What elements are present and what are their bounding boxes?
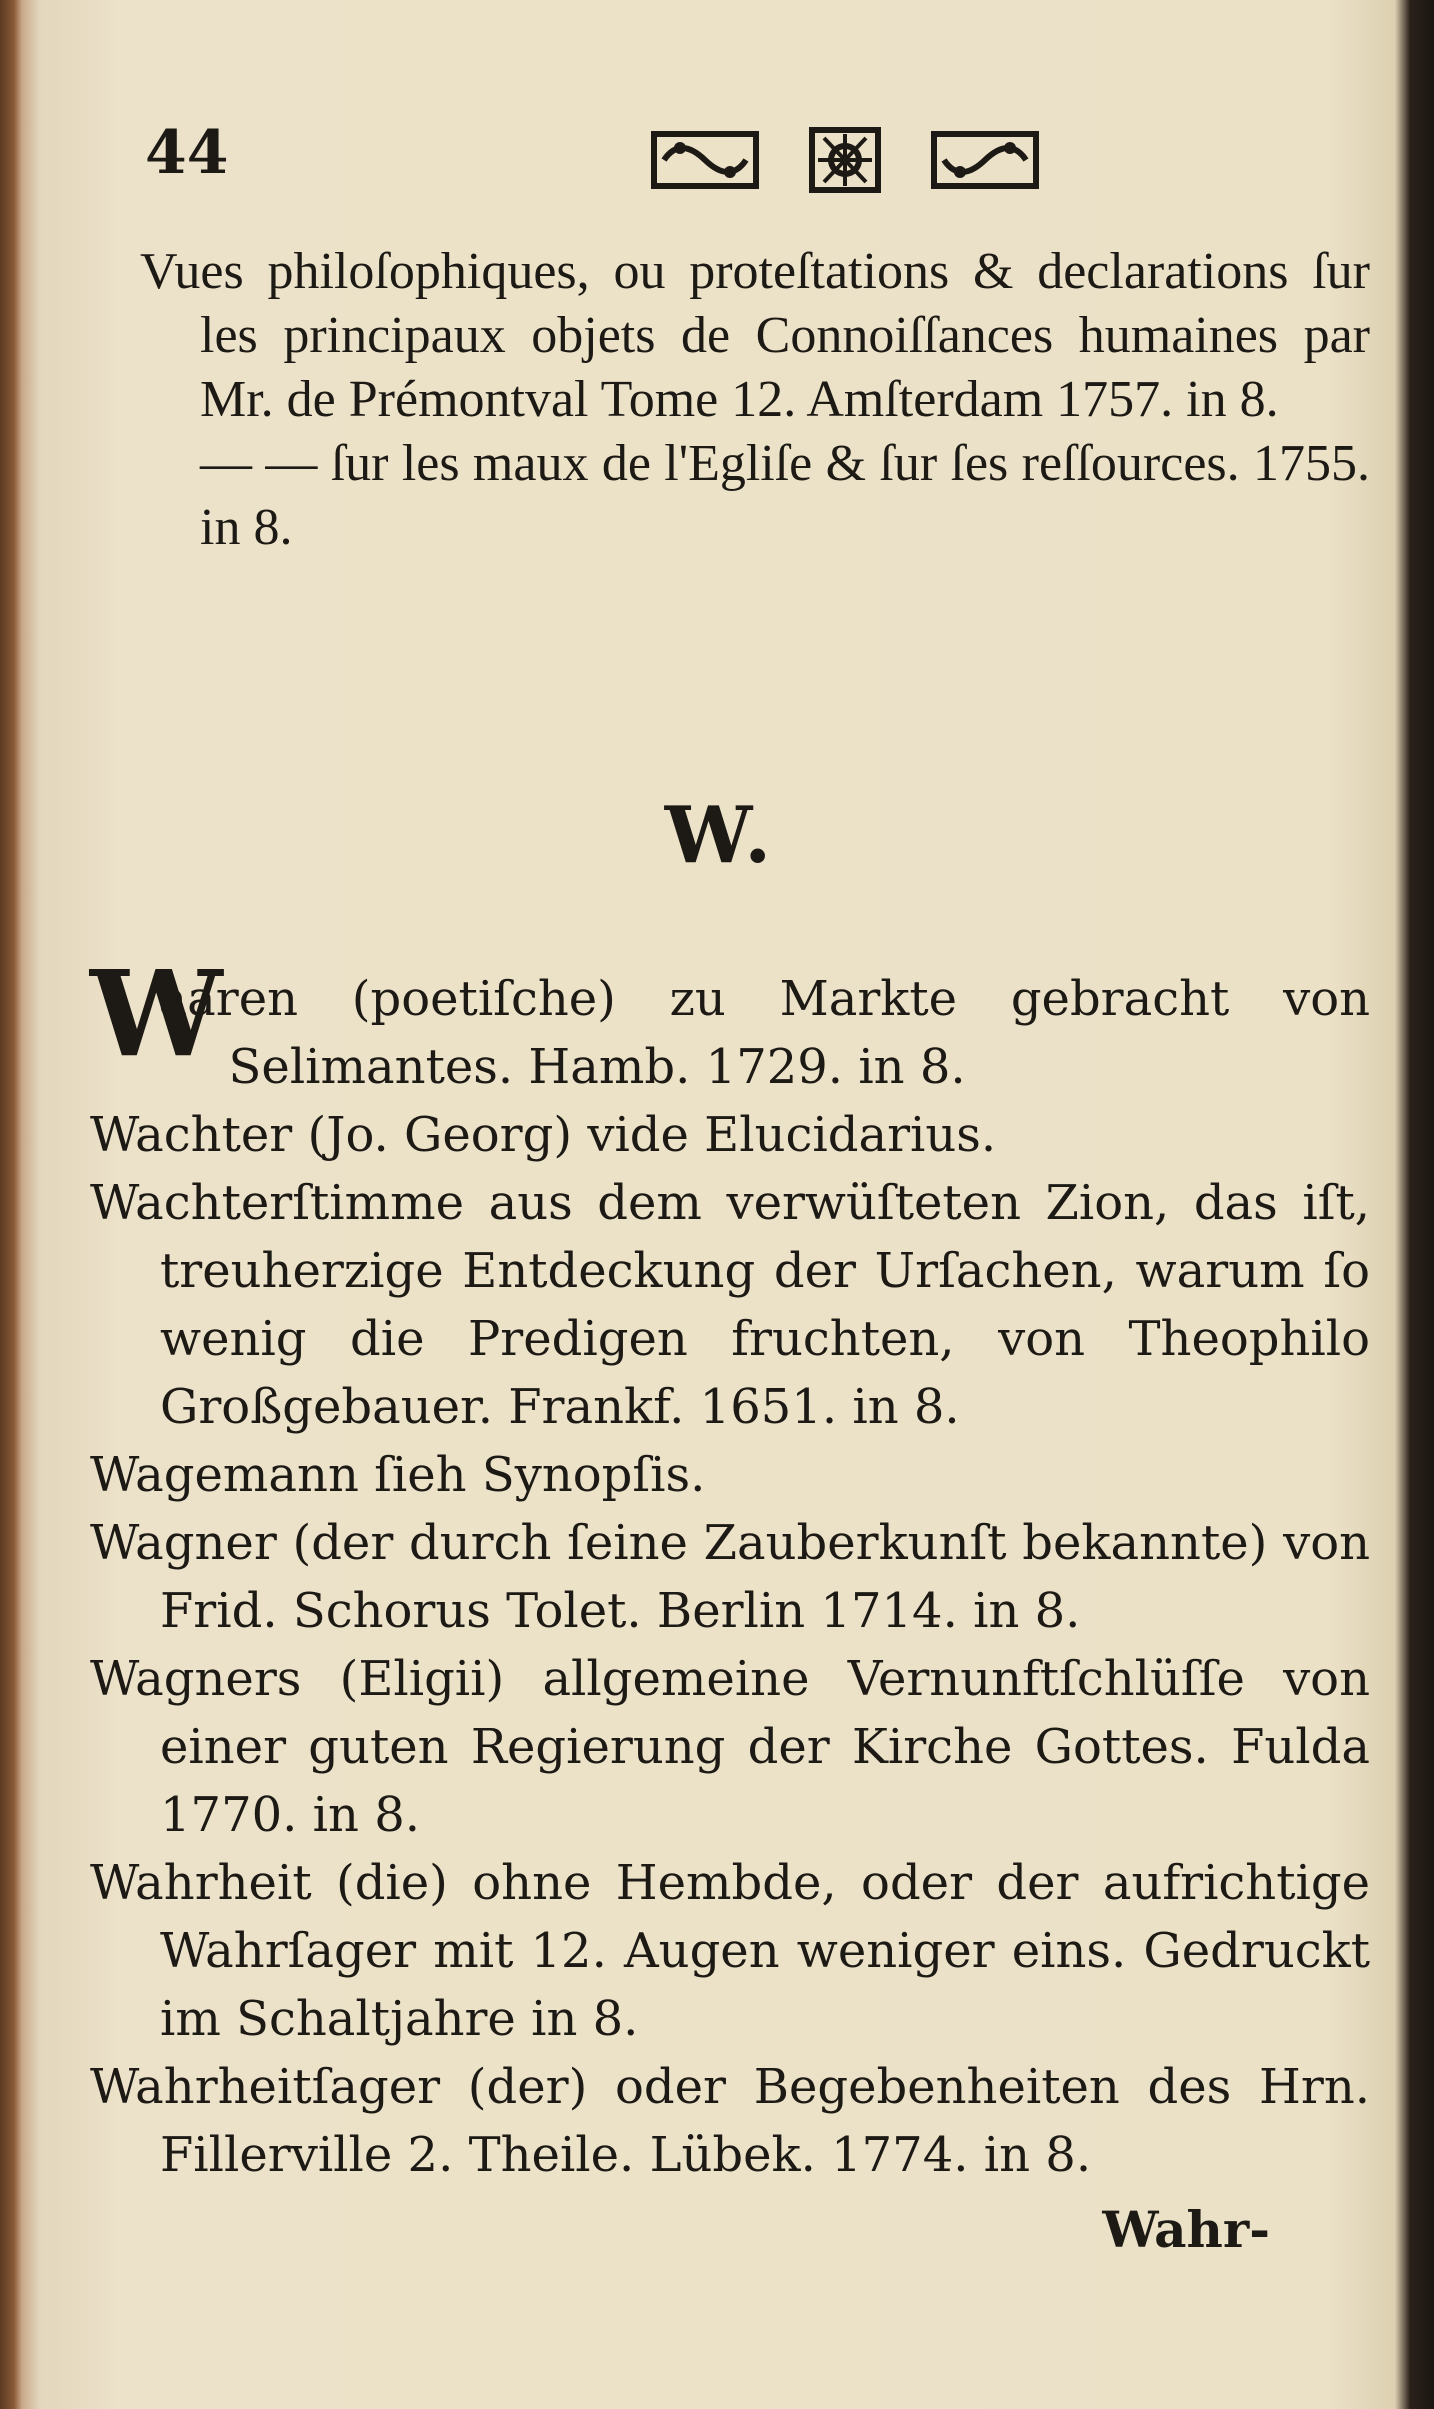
list-item: Wachter (Jo. Georg) vide Elucidarius. [90,1107,997,1163]
page-header [145,110,1295,210]
list-item: Vues philoſophiques, ou proteſtations & declarations ſur les principaux objets de Connoiſſances humaines par Mr. de Prémontval Tome 12. Amſterdam 1757. in 8. [140,243,1370,428]
latin-entries [140,240,1370,560]
book-page [40,0,1400,2409]
rosette-ornament-icon [790,124,900,196]
list-item: Wagemann ſieh Synopſis. [90,1447,706,1503]
catchword: Wahr- [1102,2200,1270,2259]
list-item [90,944,1370,1101]
floral-ornament-icon [650,124,760,196]
floral-ornament-right-icon [930,124,1040,196]
section-heading: W. [664,790,776,881]
page-number: 44 [145,118,229,188]
german-entries [90,944,1370,2189]
list-item: Wahrheitſager (der) oder Begebenheiten des Hrn. Fillerville 2. Theile. Lübek. 1774. in 8. [90,2059,1370,2183]
drop-cap: W [90,944,223,1083]
list-item: Wahrheit (die) ohne Hembde, oder der aufrichtige Wahrſager mit 12. Augen weniger eins. Gedruckt im Schaltjahre in 8. [90,1855,1370,2047]
list-item: Wagners (Eligii) allgemeine Vernunftſchlüſſe von einer guten Regierung der Kirche Gottes. Fulda 1770. in 8. [90,1651,1370,1843]
list-item: Wagner (der durch ſeine Zauberkunſt bekannte) von Frid. Schorus Tolet. Berlin 1714. in 8. [90,1515,1370,1639]
first-entry-text: aaren (poetiſche) zu Markte gebracht von Selimantes. Hamb. 1729. in 8. [158,971,1370,1095]
list-item: Wachterſtimme aus dem verwüſteten Zion, das iſt, treuherzige Entdeckung der Urſachen, warum ſo wenig die Predigen fruchten, von Theophilo Großgebauer. Frankf. 1651. in 8. [90,1175,1370,1435]
list-item: — — ſur les maux de l'Egliſe & ſur ſes reſſources. 1755. in 8. [200,435,1370,556]
header-ornament [650,120,1070,200]
